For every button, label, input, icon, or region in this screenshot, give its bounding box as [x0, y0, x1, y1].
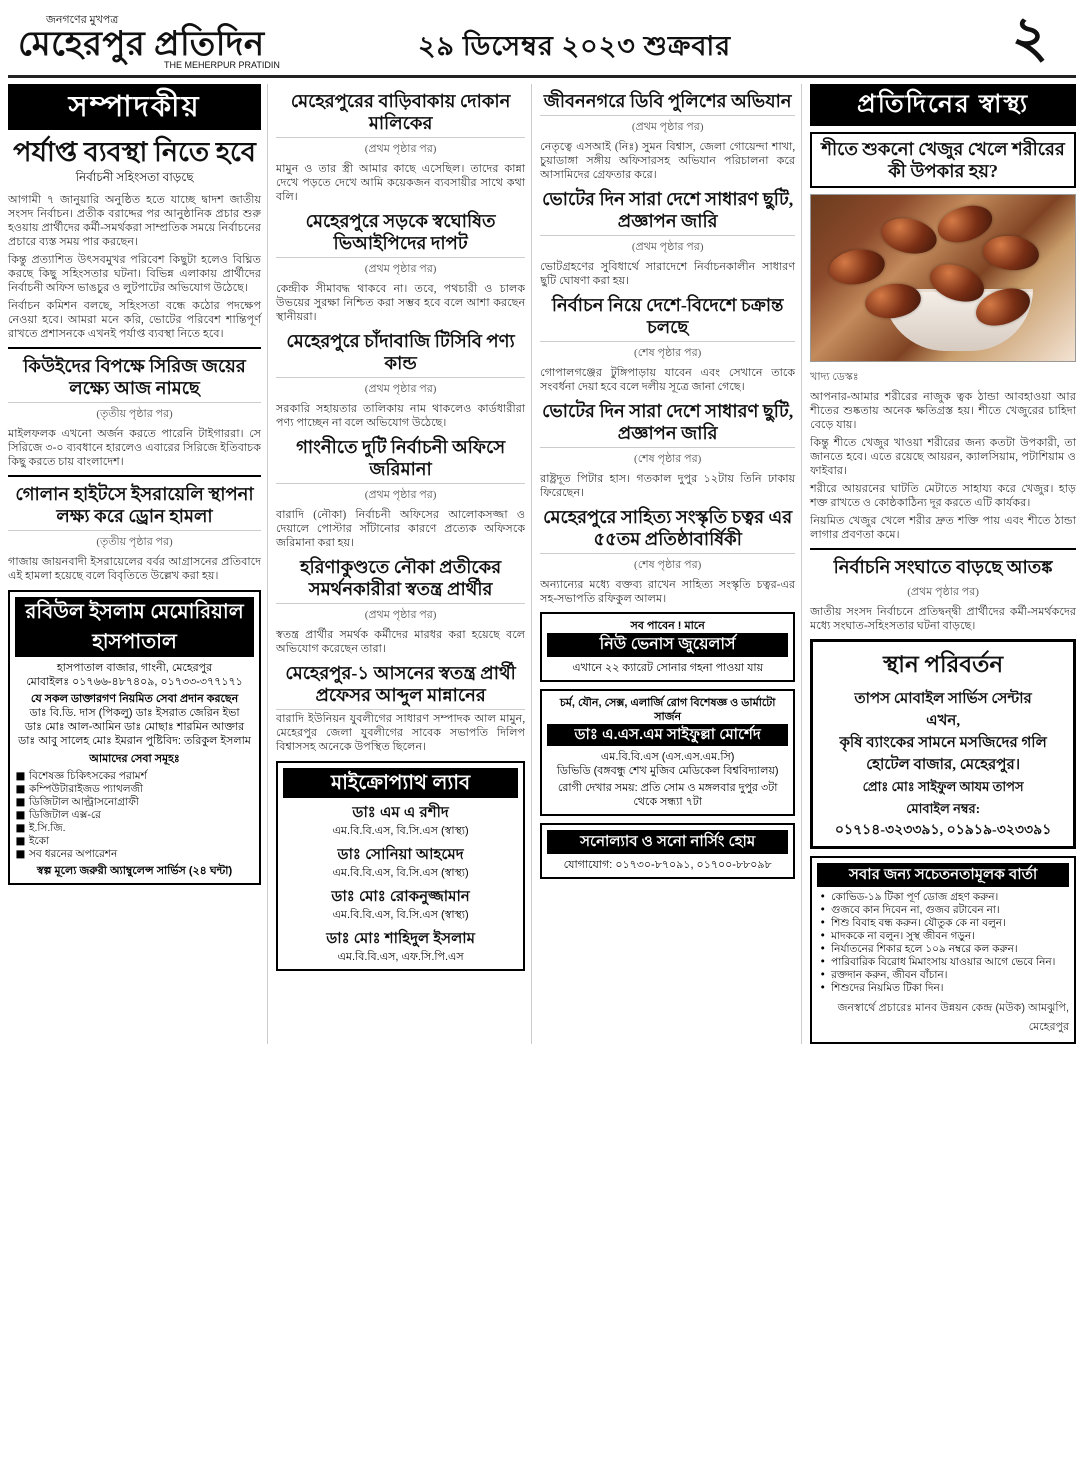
independent-kicker: (প্রথম পৃষ্ঠার পর): [364, 609, 437, 621]
candidate-headline: মেহেরপুর-১ আসনের স্বতন্ত্র প্রার্থী প্রফেসর আব্দুল মান্নানের: [276, 662, 525, 710]
awareness-footer: জনস্বার্থে প্রচারেঃ মানব উন্নয়ন কেন্দ্র (মউক) আমঝুপি, মেহেরপুর: [837, 1002, 1070, 1033]
hospital-ad: [8, 590, 261, 885]
jewellery-ad: [540, 612, 795, 682]
doctor-qualification-2: এম.বি.বি.এস, বি.সি.এস (স্বাস্থ্য): [332, 867, 469, 879]
bullet-icon: •: [819, 904, 826, 916]
left-column: [8, 84, 268, 1044]
awareness-item: • শিশুদের নিয়মিত টিকা দিন।: [817, 982, 1069, 994]
violence-kicker: (প্রথম পৃষ্ঠার পর): [907, 586, 979, 598]
editorial-subhead: নির্বাচনী সহিংসতা বাড়ছে: [75, 170, 194, 184]
bullet-icon: ■: [15, 835, 26, 847]
page-number: ২: [1011, 7, 1048, 69]
service-item: ■ ডিজিটাল এক্স-রে: [15, 809, 101, 821]
jewellery-ad-head: সব পাবেন ! মানে: [630, 620, 705, 632]
vip-headline: মেহেরপুরে সড়কে স্বঘোষিত ভিআইপিদের দাপট: [276, 210, 525, 258]
dates-photo: [810, 194, 1076, 362]
doctor-qualification-1: এম.বি.বি.এস, বি.সি.এস (স্বাস্থ্য): [332, 825, 469, 837]
hospital-ad-subtitle: হাসপাতাল বাজার, গাংনী, মেহেরপুর: [56, 662, 213, 674]
doctor-name-1: ডাঃ এম এ রশীদ: [352, 804, 449, 821]
skin-doctor-name: ডাঃ এ.এস.এম সাইফুল্লা মোর্শেদ: [547, 724, 788, 746]
bullet-icon: •: [819, 956, 826, 968]
hospital-ad-title: রবিউল ইসলাম মেমোরিয়াল হাসপাতাল: [15, 597, 254, 657]
services-title: আমাদের সেবা সমূহঃ: [89, 753, 180, 765]
db-police-kicker: (প্রথম পৃষ্ঠার পর): [631, 121, 704, 133]
notice-title: স্থান পরিবর্তন: [883, 652, 1004, 677]
date-fruit: [827, 245, 888, 288]
holiday-headline-1: ভোটের দিন সারা দেশে সাধারণ ছুটি, প্রজ্ঞাপন জারি: [540, 188, 795, 236]
cricket-headline: কিউইদের বিপক্ষে সিরিজ জয়ের লক্ষ্যে আজ নামছে: [8, 355, 261, 403]
notice-line-6: মোবাইল নম্বর:: [906, 801, 981, 816]
shop-owner-kicker: (প্রথম পৃষ্ঠার পর): [364, 143, 437, 155]
literature-body: অন্যান্যের মধ্যে বক্তব্য রাখেন সাহিত্য সংস্কৃতি চত্বর-এর সহ-সভাপতি রফিকুল আলম।: [540, 579, 796, 605]
hospital-ad-line-1: যে সকল ডাক্তারগণ নিয়মিত সেবা প্রদান করছেন: [30, 693, 239, 705]
fine-headline: গাংনীতে দুটি নির্বাচনী অফিসে জরিমানা: [276, 436, 525, 484]
bullet-icon: ■: [15, 848, 26, 860]
shop-owner-headline: মেহেরপুরের বাড়িবাকায় দোকান মালিকের: [276, 90, 525, 138]
bullet-icon: •: [819, 943, 826, 955]
services-list: [15, 770, 254, 860]
editorial-body-3: নির্বাচন কমিশন বলছে, সহিংসতা বন্ধে কঠোর পদক্ষেপ নেওয়া হবে। আমরা মনে করি, ভোটের পরিবেশ শান্তিপূর্ণ রাখতে প্রশাসনকে এখনই পর্যাপ্ত ব্যবস্থা নিতে হবে।: [8, 300, 262, 340]
fine-body: বারাদি (নৌকা) নির্বাচনী অফিসের আলোকসজ্জা ও দেয়ালে পোস্টার সাঁটানোর কারণে প্রত্যেক অফিসকে জরিমানা করা হয়।: [276, 509, 526, 549]
hospital-ad-line-3: ডাঃ মোঃ আল-আমিন ডাঃ মোছাঃ শারমিন আক্তার: [24, 721, 245, 733]
section-divider: [8, 347, 261, 349]
tcb-kicker: (প্রথম পৃষ্ঠার পর): [364, 383, 437, 395]
right-column: [810, 84, 1076, 1044]
editorial-body-2: কিন্তু প্রত্যাশিত উৎসবমুখর পরিবেশ কিছুটা হলেও বিঘ্নিত করছে কিছু সহিংসতার ঘটনা। বিভিন্ন এলাকায় প্রার্থীদের নির্বাচনী অফিস ভাঙচুর ও লুটপাটের অভিযোগ উঠেছে।: [8, 254, 262, 294]
golan-headline: গোলান হাইটসে ইসরায়েলি স্থাপনা লক্ষ্য করে ড্রোন হামলা: [8, 483, 261, 531]
issue-date: ২৯ ডিসেম্বর ২০২৩ শুক্রবার: [418, 31, 732, 61]
violence-headline: নির্বাচনি সংঘাতে বাড়ছে আতঙ্ক: [833, 557, 1053, 577]
notice-line-4: হোটেল বাজার, মেহেরপুর।: [866, 757, 1021, 773]
independent-body: স্বতন্ত্র প্রার্থীর সমর্থক কর্মীদের মারধর করা হয়েছে বলে অভিযোগ করেছেন তারা।: [276, 629, 526, 655]
awareness-item: • কোভিড-১৯ টিকা পূর্ণ ডোজ গ্রহণ করুন।: [817, 891, 1069, 903]
awareness-box: [810, 856, 1076, 1044]
masthead-tagline: জনগণের মুখপত্র: [46, 14, 119, 26]
awareness-item: • শিশু বিবাহ বন্ধ করুন। যৌতুক কে না বলুন।: [817, 917, 1069, 929]
editorial-body-1: আগামী ৭ জানুয়ারি অনুষ্ঠিত হতে যাচ্ছে দ্বাদশ জাতীয় সংসদ নির্বাচন। প্রতীক বরাদ্দের পর আনুষ্ঠানিক প্রচার শুরু হওয়ায় প্রার্থীদের কর্মী-সমর্থকরা সাম্প্রতিক সময়ে নির্বাচনের প্রচারে ব্যস্ত সময় পার করছেন।: [8, 194, 262, 248]
section-divider: [8, 475, 261, 477]
jewellery-ad-text: এখানে ২২ ক্যারেট সোনার গহনা পাওয়া যায়: [572, 662, 764, 674]
fine-kicker: (প্রথম পৃষ্ঠার পর): [364, 489, 437, 501]
notice-line-5: প্রোঃ মোঃ সাইফুল আযম তাপস: [862, 779, 1024, 794]
skin-doctor-hospital: ডিভিডি (বঙ্গবন্ধু শেখ মুজিব মেডিকেল বিশ্ববিদ্যালয়): [556, 765, 779, 777]
cricket-kicker: (তৃতীয় পৃষ্ঠার পর): [96, 408, 173, 420]
awareness-title: সবার জন্য সচেতনতামূলক বার্তা: [817, 863, 1069, 887]
awareness-item: • মাদককে না বলুন। সুস্থ জীবন গড়ুন।: [817, 930, 1069, 942]
bullet-icon: •: [819, 969, 826, 981]
holiday-kicker-1: (প্রথম পৃষ্ঠার পর): [631, 241, 704, 253]
doctor-name-3: ডাঃ মোঃ রোকনুজ্জামান: [331, 888, 470, 905]
literature-kicker: (শেষ পৃষ্ঠার পর): [634, 559, 702, 571]
masthead: [18, 14, 298, 69]
location-change-notice: [810, 639, 1076, 849]
service-item: ■ ই.সি.জি.: [15, 822, 66, 834]
skin-doctor-time: রোগী দেখার সময়: প্রতি সোম ও মঙ্গলবার দুপুর ৩টা থেকে সন্ধ্যা ৭টা: [557, 782, 778, 808]
ad-row: [540, 612, 795, 682]
bullet-icon: ■: [15, 796, 26, 808]
notice-line-7: ০১৭১৪-৩২৩৩৯১, ০১৯১৯-৩২৩৩৯১: [834, 823, 1052, 838]
awareness-item: • নির্যাতনের শিকার হলে ১০৯ নম্বরে কল করুন।: [817, 943, 1069, 955]
bullet-icon: ■: [15, 822, 26, 834]
service-item: ■ কম্পিউটারাইজড প্যাথলজী: [15, 783, 144, 795]
bullet-icon: ■: [15, 809, 26, 821]
db-police-body: নেতৃত্বে এসআই (নিঃ) সুমন বিশ্বাস, জেলা গোয়েন্দা শাখা, চুয়াডাঙ্গা সঙ্গীয় অফিসারসহ অভিযান পরিচালনা করে আসামিদের গ্রেফতার করে।: [540, 141, 796, 181]
medical-ad-stack: [276, 761, 525, 971]
shop-owner-body: মামুন ও তার স্ত্রী আমার কাছে এসেছিল। তাদের কান্না দেখে পড়তে দেখে আমি কয়েকজন ব্যবসায়ীর সাথে কথা বলি।: [276, 163, 526, 203]
golan-body: গাজায় জায়নবাদী ইসরায়েলের বর্বর আগ্রাসনের প্রতিবাদে এই হামলা হয়েছে বলে বিবৃতিতে উল্লেখ করা হয়।: [8, 556, 262, 582]
candidate-body: বারাদি ইউনিয়ন যুবলীগের সাধারণ সম্পাদক আল মামুন, মেহেরপুর জেলা যুবলীগের সাবেক সভাপতি দিলিপ বিশ্বাসসহ অনেকে উপস্থিত ছিলেন।: [276, 713, 526, 753]
holiday-body-1: ভোটগ্রহণের সুবিধার্থে সারাদেশে নির্বাচনকালীন সাধারণ ছুটি ঘোষণা করা হয়।: [540, 261, 796, 287]
skin-doctor-degree: এম.বি.বি.এস (এস.এস.এম.সি): [600, 751, 735, 763]
vip-body: কেন্দ্রীক সীমাবদ্ধ থাকবে না। তবে, পথচারী ও চালক উভয়ের সুরক্ষা নিশ্চিত করা সম্ভব হবে বলে আশা করছেন স্থানীয়রা।: [276, 283, 526, 323]
golan-kicker: (তৃতীয় পৃষ্ঠার পর): [96, 536, 173, 548]
nursing-home-title: সনোল্যাব ও সনো নার্সিং হোম: [547, 830, 788, 854]
tcb-headline: মেহেরপুরে চাঁদাবাজি টিসিবি পণ্য কান্ড: [276, 330, 525, 378]
doctor-qualification-3: এম.বি.বি.এস, বি.সি.এস (স্বাস্থ্য): [332, 909, 469, 921]
hospital-ad-line-2: ডাঃ বি.ডি. দাস (পিকলু) ডাঃ ইসরাত জেরিন ইভা: [29, 707, 240, 719]
awareness-item: • গুজবে কান দিবেন না, গুজব রটাবেন না।: [817, 904, 1069, 916]
skin-doctor-ad: [540, 689, 795, 816]
doctor-name-2: ডাঃ সোনিয়া আহমেদ: [337, 846, 464, 863]
cricket-body: মাইলফলক এখনো অর্জন করতে পারেনি টাইগাররা। সে সিরিজে ৩-০ ব্যবধানে হারলেও এবারের সিরিজে ইতিবাচক কিছু করতে চায় বাংলাদেশ।: [8, 428, 262, 468]
health-section-title: প্রতিদিনের স্বাস্থ্য: [810, 84, 1076, 126]
date-fruit: [982, 233, 1041, 273]
masthead-english-title: THE MEHERPUR PRATIDIN: [164, 60, 280, 70]
hospital-ad-contact: মোবাইলঃ ০১৭৬৬-৪৮৭৪০৯, ০১৭৩৩-৩৭৭১৭১: [26, 676, 243, 688]
health-body-1: আপনার-আমার শরীরের নাজুক ত্বক ঠান্ডা আবহাওয়া আর শীতের শুষ্কতায় অনেক ক্ষতিগ্রস্ত হয়। শীতে খেজুরের চাহিদা বেড়ে যায়।: [810, 391, 1077, 431]
bullet-icon: •: [819, 917, 826, 929]
bullet-icon: •: [819, 891, 826, 903]
health-body-2: কিন্তু শীতে খেজুর খাওয়া শরীরের জন্য কতটা উপকারী, তা জানতে হবে। এতে রয়েছে আয়রন, ক্যালসিয়াম, পটাশিয়াম ও ফাইবার।: [810, 437, 1077, 477]
ambulance-service: স্বল্প মূল্যে জরুরী অ্যাম্বুলেন্স সার্ভিস (২৪ ঘন্টা): [36, 865, 233, 877]
conspiracy-body: গোপালগঞ্জের টুঙ্গিপাড়ায় যাবেন এবং সেখানে তাকে সংবর্ধনা দেয়া হবে বলে দলীয় সূত্রে জানা গেছে।: [540, 367, 796, 393]
right-center-column: [540, 84, 802, 1044]
editorial-section-title: সম্পাদকীয়: [8, 84, 261, 130]
bullet-icon: •: [819, 930, 826, 942]
main-content: [8, 84, 1076, 1044]
service-item: ■ সব ধরনের অপারেশন: [15, 848, 118, 860]
literature-headline: মেহেরপুরে সাহিত্য সংস্কৃতি চত্বর এর ৫৫তম প্রতিষ্ঠাবার্ষিকী: [540, 506, 795, 554]
awareness-item: • পারিবারিক বিরোধ মিমাংসায় যাওয়ার আগে ভেবে নিন।: [817, 956, 1069, 968]
health-body-4: নিয়মিত খেজুর খেলে শরীর দ্রুত শক্তি পায় এবং শীতে ঠান্ডা লাগার প্রবণতা কমে।: [810, 515, 1077, 541]
conspiracy-headline: নির্বাচন নিয়ে দেশে-বিদেশে চক্রান্ত চলছে: [540, 294, 795, 342]
tcb-body: সরকারি সহায়তার তালিকায় নাম থাকলেও কার্ডধারীরা পণ্য পাচ্ছেন না বলে অভিযোগ উঠেছে।: [276, 403, 526, 429]
vip-kicker: (প্রথম পৃষ্ঠার পর): [364, 263, 437, 275]
notice-line-1: তাপস মোবাইল সার্ভিস সেন্টার: [854, 691, 1032, 707]
jewellery-ad-title: নিউ ভেনাস জুয়েলার্স: [547, 633, 788, 657]
health-body-3: শরীরে আয়রনের ঘাটতি মেটাতে সাহায্য করে খেজুর। হাড় শক্ত রাখতে ও কোষ্ঠকাঠিন্য দূর করতে এটি কার্যকর।: [810, 483, 1077, 509]
doctor-name-4: ডাঃ মোঃ শাহিদুল ইসলাম: [326, 930, 475, 947]
section-divider: [810, 548, 1076, 550]
nursing-home-ad: [540, 823, 795, 879]
page-header: [8, 8, 1076, 78]
date-fruit: [878, 214, 940, 259]
skin-doctor-head: চর্ম, যৌন, সেক্স, এলার্জি রোগ বিশেষজ্ঞ ও ডার্মাটো সার্জন: [559, 697, 776, 723]
conspiracy-kicker: (শেষ পৃষ্ঠার পর): [634, 347, 702, 359]
doctor-qualification-4: এম.বি.বি.এস, এফ.সি.পি.এস: [337, 951, 464, 963]
notice-line-2: এখন,: [926, 713, 961, 729]
service-item: ■ ডিজিটাল আল্ট্রাসনোগ্রাফী: [15, 796, 139, 808]
nursing-home-contact: যোগাযোগ: ০১৭৩০-৮৭০৯১, ০১৭০০-৮৮০৯৮: [563, 859, 772, 871]
hospital-ad-line-4: ডাঃ আবু সালেহ মোঃ ইমরান পুষ্টিবিদ: তরিকুল ইসলাম: [18, 735, 251, 747]
bullet-icon: ■: [15, 770, 26, 782]
holiday-body-2: রাষ্ট্রদূত পিটার হাস। গতকাল দুপুর ১২টায় তিনি ঢাকায় ফিরেছেন।: [540, 473, 796, 499]
masthead-title: মেহেরপুর প্রতিদিন: [18, 26, 265, 63]
holiday-headline-2: ভোটের দিন সারা দেশে সাধারণ ছুটি, প্রজ্ঞাপন জারি: [540, 400, 795, 448]
awareness-item: • রক্তদান করুন, জীবন বাঁচান।: [817, 969, 1069, 981]
bullet-icon: •: [819, 982, 826, 994]
jewellery-ad-box: [540, 612, 795, 682]
pathology-ad-title: মাইক্রোপ্যাথ ল্যাব: [283, 768, 518, 798]
editorial-headline: পর্যাপ্ত ব্যবস্থা নিতে হবে: [13, 137, 256, 167]
db-police-headline: জীবননগরে ডিবি পুলিশের অভিযান: [540, 90, 795, 116]
service-item: ■ বিশেষজ্ঞ চিকিৎসকের পরামর্শ: [15, 770, 147, 782]
middle-column: [276, 84, 532, 1044]
awareness-list: [817, 891, 1069, 994]
health-article-title: শীতে শুকনো খেজুর খেলে শরীরের কী উপকার হয়?: [810, 132, 1076, 188]
bullet-icon: ■: [15, 783, 26, 795]
violence-body: জাতীয় সংসদ নির্বাচনে প্রতিদ্বন্দ্বী প্রার্থীদের কর্মী-সমর্থকদের মধ্যে সংঘাত-সহিংসতার ঘটনা বাড়ছে।: [810, 606, 1077, 632]
independent-headline: হরিণাকুণ্ডতে নৌকা প্রতীকের সমর্থনকারীরা স্বতন্ত্র প্রার্থীর: [276, 556, 525, 604]
health-kicker: খাদ্য ডেস্কঃ: [810, 371, 859, 383]
notice-line-3: কৃষি ব্যাংকের সামনে মসজিদের গলি: [839, 735, 1047, 751]
service-item: ■ ইকো: [15, 835, 50, 847]
holiday-kicker-2: (শেষ পৃষ্ঠার পর): [634, 453, 702, 465]
